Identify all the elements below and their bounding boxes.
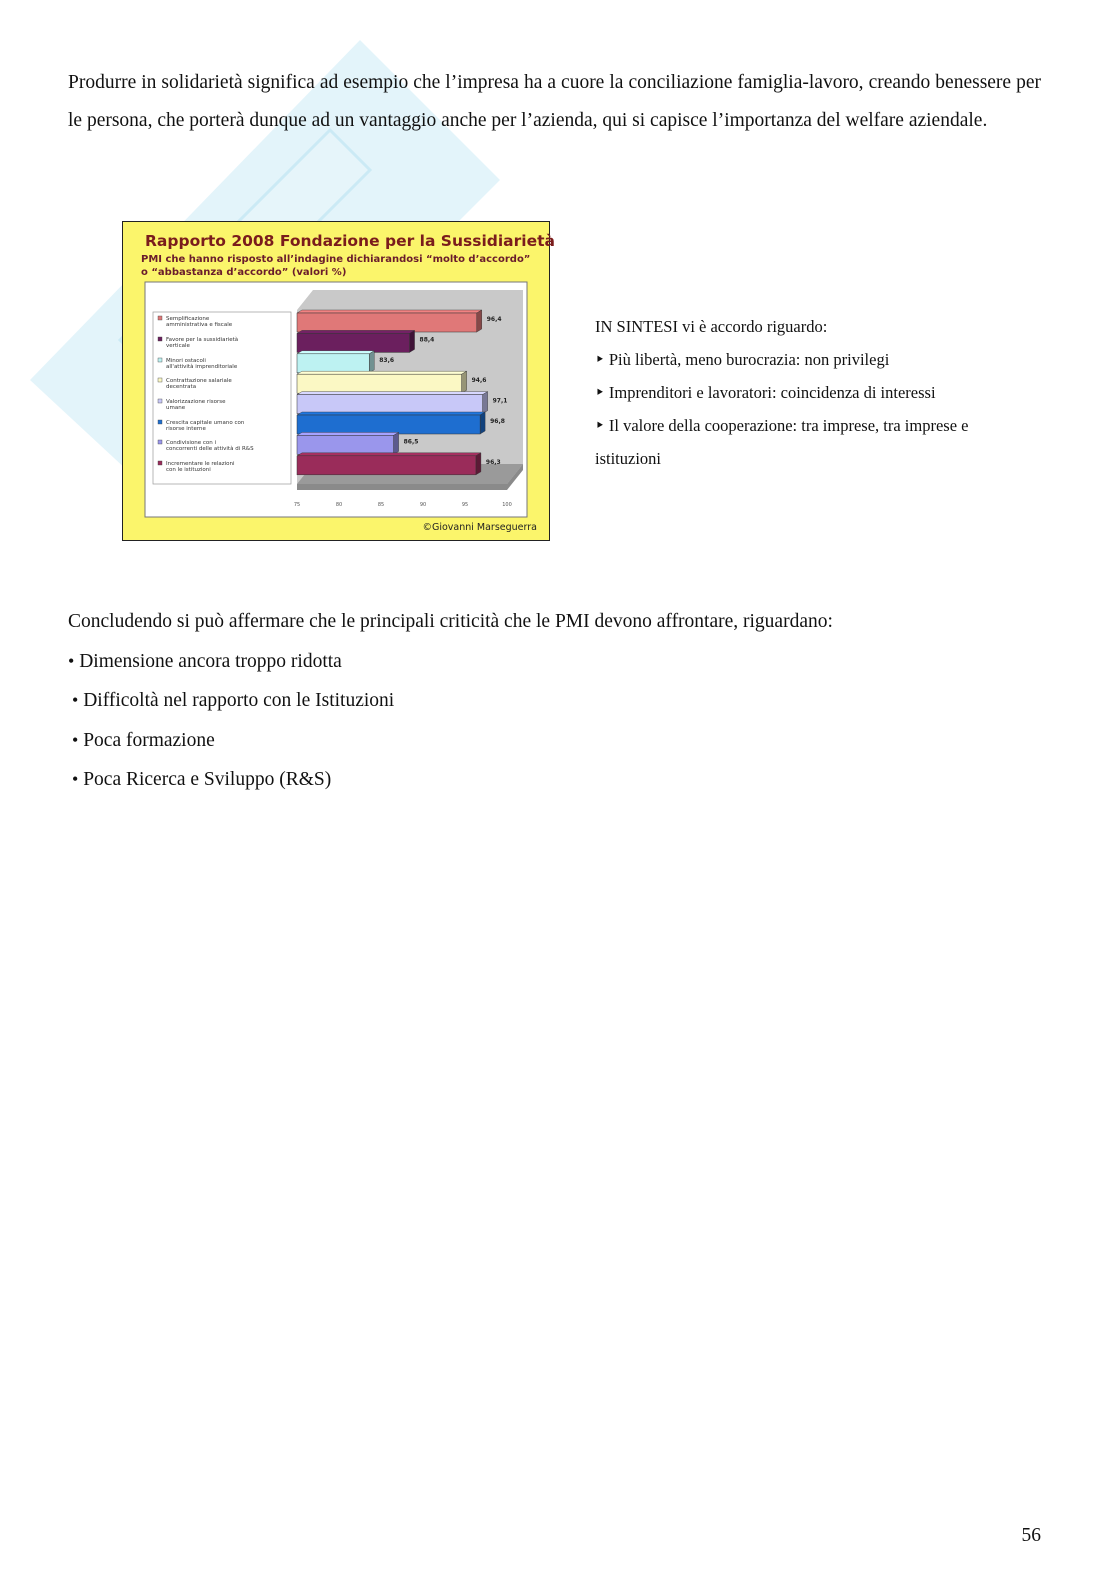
bar [297,333,410,352]
bar-top [297,412,485,415]
bar-top [297,453,481,456]
x-tick-label: 75 [293,502,301,508]
x-tick-label: 85 [377,502,385,508]
legend-swatch [158,316,162,320]
conclusion-item: • Dimensione ancora troppo ridotta [68,650,342,672]
x-tick-label: 90 [419,502,427,508]
bar [297,395,483,414]
legend-label: Condivisione con i concorrenti delle attività di R&S [166,440,254,452]
intro-paragraph: Produrre in solidarietà significa ad esempio che l’impresa ha a cuore la conciliazione famiglia-lavoro, creando benessere per le persona, che porterà dunque ad un vantaggio anche per l’azienda, qui si capisce l’importanza del welfare aziendale. [68,72,1041,131]
legend-swatch [158,337,162,341]
bar [297,456,476,475]
bar-end [394,432,399,454]
bar-end [462,371,467,393]
legend-swatch [158,358,162,362]
bar-end [480,412,485,434]
legend-swatch [158,461,162,465]
legend-label: Crescita capitale umano con risorse interne [166,420,245,432]
sintesi-item: ‣ Più libertà, meno burocrazia: non privilegi [595,350,890,369]
legend-swatch [158,399,162,403]
x-tick-label: 100 [502,502,512,508]
legend-label: Favore per la sussidiarietà verticale [166,337,239,349]
sintesi-heading: IN SINTESI vi è accordo riguardo: [595,317,828,336]
bar-top [297,392,488,395]
sintesi-item: ‣ Imprenditori e lavoratori: coincidenza di interessi [595,383,936,402]
bar [297,415,480,434]
bar [297,435,394,454]
legend-label: Minori ostacoli all'attività imprenditoriale [166,358,238,370]
legend-label: Valorizzazione risorse umane [166,399,226,411]
chart-slide [122,221,555,541]
conclusion-block [68,603,1068,800]
legend-swatch [158,440,162,444]
bar-top [297,432,399,435]
conclusion-intro: Concludendo si può affermare che le principali criticità che le PMI devono affrontare, riguardano: [68,611,833,632]
bar-value-label: 96,4 [486,316,502,323]
legend-label: Incrementare le relazioni con le istituzioni [166,461,235,473]
bar [297,313,477,332]
conclusion-item: • Difficoltà nel rapporto con le Istituzioni [72,690,395,711]
page-number: 56 [1021,1525,1041,1546]
bar-value-label: 94,6 [471,377,487,385]
conclusion-item: • Poca Ricerca e Sviluppo (R&S) [72,769,332,790]
bar-chart [123,222,551,542]
slide-subtitle: PMI che hanno risposto all’indagine dichiarandosi “molto d’accordo” o “abbastanza d’accordo” (valori %) [141,254,531,278]
x-tick-label: 95 [461,502,469,508]
bar-top [297,371,467,374]
conclusion-item: • Poca formazione [72,729,215,751]
slide-title: Rapporto 2008 Fondazione per la Sussidiarietà [145,232,555,250]
bar-top [297,310,482,313]
bar-top [297,351,374,354]
bar-value-label: 96,8 [490,418,505,425]
bar-end [369,351,374,373]
slide-credit: ©Giovanni Marseguerra [422,522,537,533]
legend-label: Semplificazione amministrativa e fiscale [166,316,233,328]
bar-end [483,392,488,414]
legend-swatch [158,420,162,424]
bar-value-label: 86,5 [403,438,419,446]
bar-value-label: 83,6 [379,356,395,364]
bar [297,374,462,393]
sintesi-block [595,310,975,475]
bar-value-label: 96,3 [485,458,501,466]
bar-end [410,330,415,352]
bar-top [297,330,415,333]
sintesi-item: ‣ Il valore della cooperazione: tra imprese, tra imprese e istituzioni [595,416,969,468]
bar-value-label: 97,1 [492,397,508,405]
legend-swatch [158,378,162,382]
x-tick-label: 80 [335,502,343,508]
bar [297,354,369,373]
bar-value-label: 88,4 [419,336,435,344]
bar-end [476,453,481,475]
bar-end [477,310,482,332]
legend-label: Contrattazione salariale decentrata [166,378,232,390]
